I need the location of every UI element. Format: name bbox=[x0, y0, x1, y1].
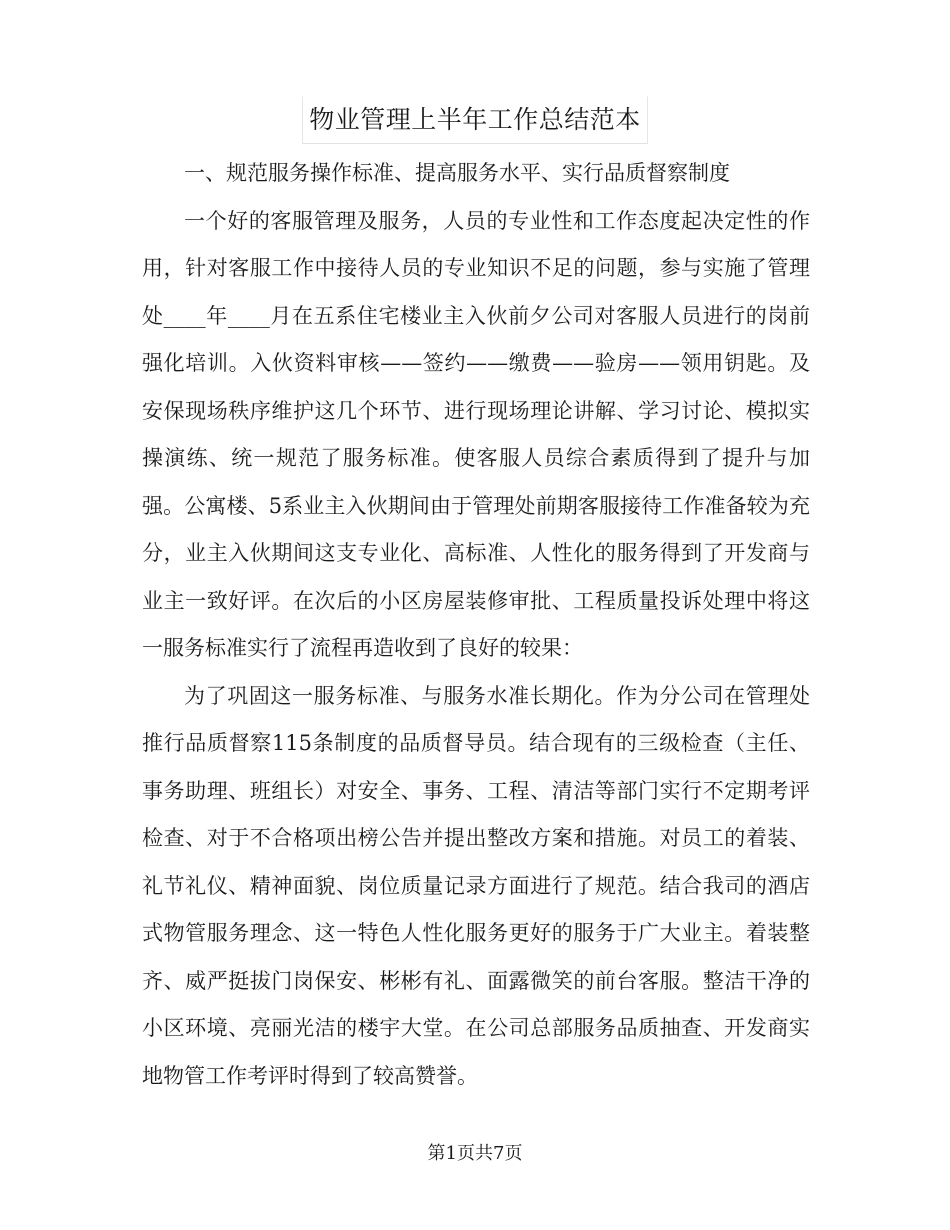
title-container bbox=[0, 96, 950, 144]
section-heading: 一、规范服务操作标准、提高服务水平、实行品质督察制度 bbox=[184, 161, 730, 185]
document-title: 物业管理上半年工作总结范本 bbox=[302, 96, 648, 144]
paragraph: 为了巩固这一服务标准、与服务水准长期化。作为分公司在管理处推行品质督察115条制度的品质督导员。结合现有的三级检查（主任、事务助理、班组长）对安全、事务、工程、清洁等部门实行不定期考评检查、对于不合格项出榜公告并提出整改方案和措施。对员工的着装、礼节礼仪、精神面貌、岗位质量记录方面进行了规范。结合我司的酒店式物管服务理念、这一特色人性化服务更好的服务于广大业主。着装整齐、威严挺拔门岗保安、彬彬有礼、面露微笑的前台客服。整洁干净的小区环境、亮丽光洁的楼宇大堂。在公司总部服务品质抽查、开发商实地物管工作考评时得到了较高赞誉。 bbox=[142, 683, 810, 1088]
paragraph: 一个好的客服管理及服务，人员的专业性和工作态度起决定性的作用，针对客服工作中接待人员的专业知识不足的问题，参与实施了管理处____年____月在五系住宅楼业主入伙前夕公司对客服人员进行的岗前强化培训。入伙资料审核——签约——缴费——验房——领用钥匙。及安保现场秩序维护这几个环节、进行现场理论讲解、学习讨论、模拟实操演练、统一规范了服务标准。使客服人员综合素质得到了提升与加强。公寓楼、5系业主入伙期间由于管理处前期客服接待工作准备较为充分，业主入伙期间这支专业化、高标准、人性化的服务得到了开发商与业主一致好评。在次后的小区房屋装修审批、工程质量投诉处理中将这一服务标准实行了流程再造收到了良好的较果： bbox=[142, 208, 810, 660]
document-body bbox=[142, 150, 810, 1100]
page-number-footer: 第1页共7页 bbox=[427, 1143, 523, 1164]
